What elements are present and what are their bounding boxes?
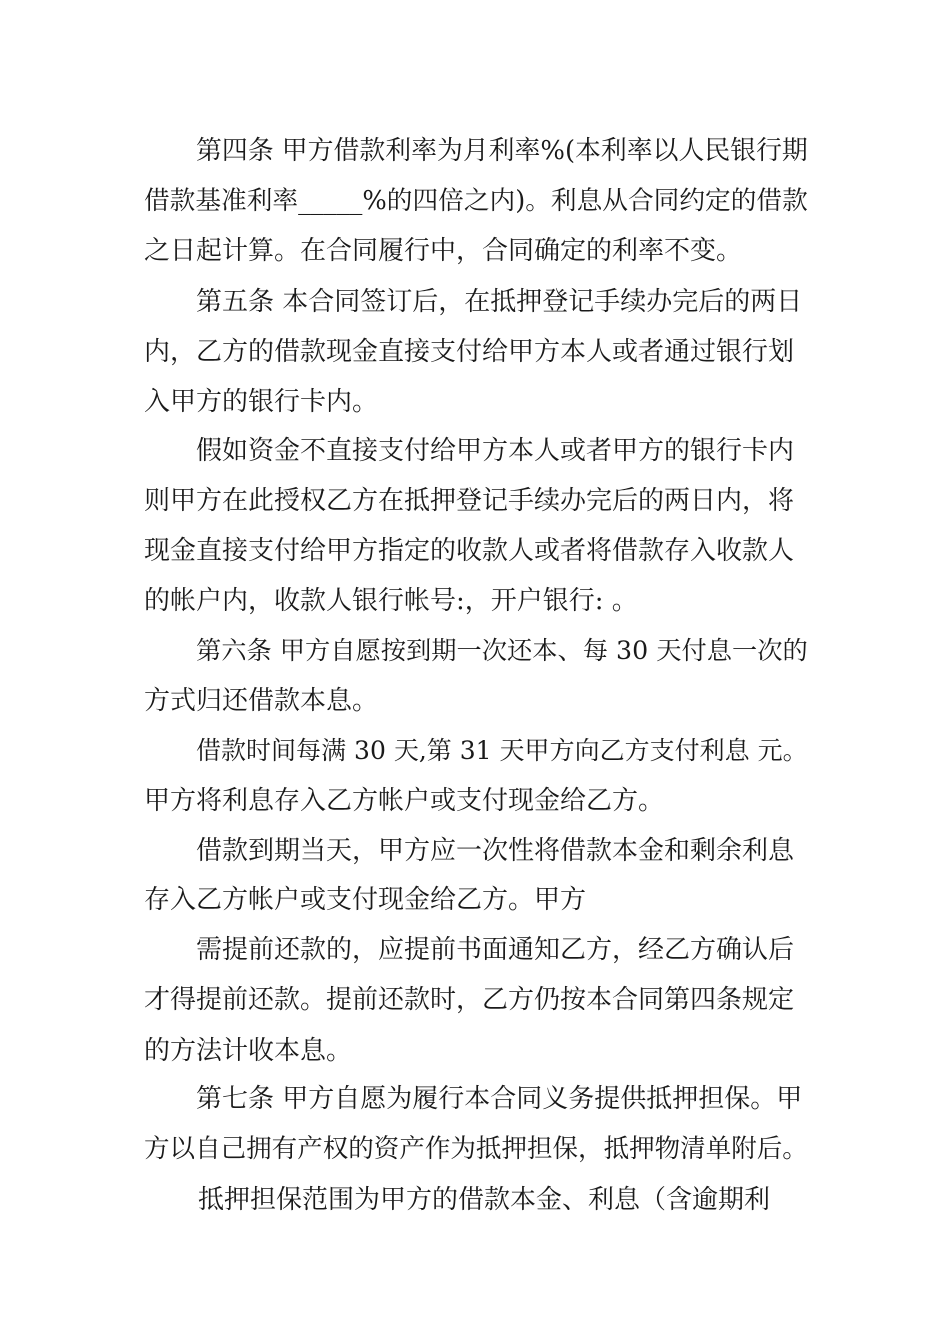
- text-line: 抵押担保范围为甲方的借款本金、利息（含逾期利: [198, 1185, 771, 1215]
- text-line: 方式归还借款本息。: [144, 686, 379, 716]
- text-line: 借款基准利率_____%的四倍之内)。利息从合同约定的借款: [144, 186, 808, 216]
- text-line: 借款时间每满 30 天,第 31 天甲方向乙方支付利息 元。: [196, 736, 808, 765]
- text-line: 借款到期当天，甲方应一次性将借款本金和剩余利息: [196, 836, 795, 866]
- text-line: 内，乙方的借款现金直接支付给甲方本人或者通过银行划: [144, 337, 795, 367]
- text-line: 需提前还款的，应提前书面通知乙方，经乙方确认后: [196, 935, 795, 965]
- text-line: 的方法计收本息。: [144, 1036, 353, 1066]
- text-line: 第七条 甲方自愿为履行本合同义务提供抵押担保。甲: [196, 1084, 803, 1114]
- text-line: 之日起计算。在合同履行中，合同确定的利率不变。: [144, 236, 743, 266]
- text-line: 方以自己拥有产权的资产作为抵押担保，抵押物清单附后。: [144, 1134, 808, 1164]
- text-line: 存入乙方帐户或支付现金给乙方。甲方: [144, 885, 587, 915]
- text-line: 假如资金不直接支付给甲方本人或者甲方的银行卡内: [196, 436, 795, 466]
- text-line: 才得提前还款。提前还款时，乙方仍按本合同第四条规定: [144, 985, 795, 1015]
- text-line: 第五条 本合同签订后，在抵押登记手续办完后的两日: [196, 287, 803, 317]
- text-line: 甲方将利息存入乙方帐户或支付现金给乙方。: [144, 786, 665, 816]
- text-line: 则甲方在此授权乙方在抵押登记手续办完后的两日内，将: [144, 486, 795, 516]
- text-line: 第六条 甲方自愿按到期一次还本、每 30 天付息一次的: [196, 636, 808, 665]
- text-line: 第四条 甲方借款利率为月利率%(本利率以人民银行期: [196, 136, 808, 166]
- text-line: 的帐户内，收款人银行帐号:，开户银行: 。: [144, 586, 638, 616]
- text-line: 入甲方的银行卡内。: [144, 387, 379, 417]
- text-line: 现金直接支付给甲方指定的收款人或者将借款存入收款人: [144, 536, 795, 566]
